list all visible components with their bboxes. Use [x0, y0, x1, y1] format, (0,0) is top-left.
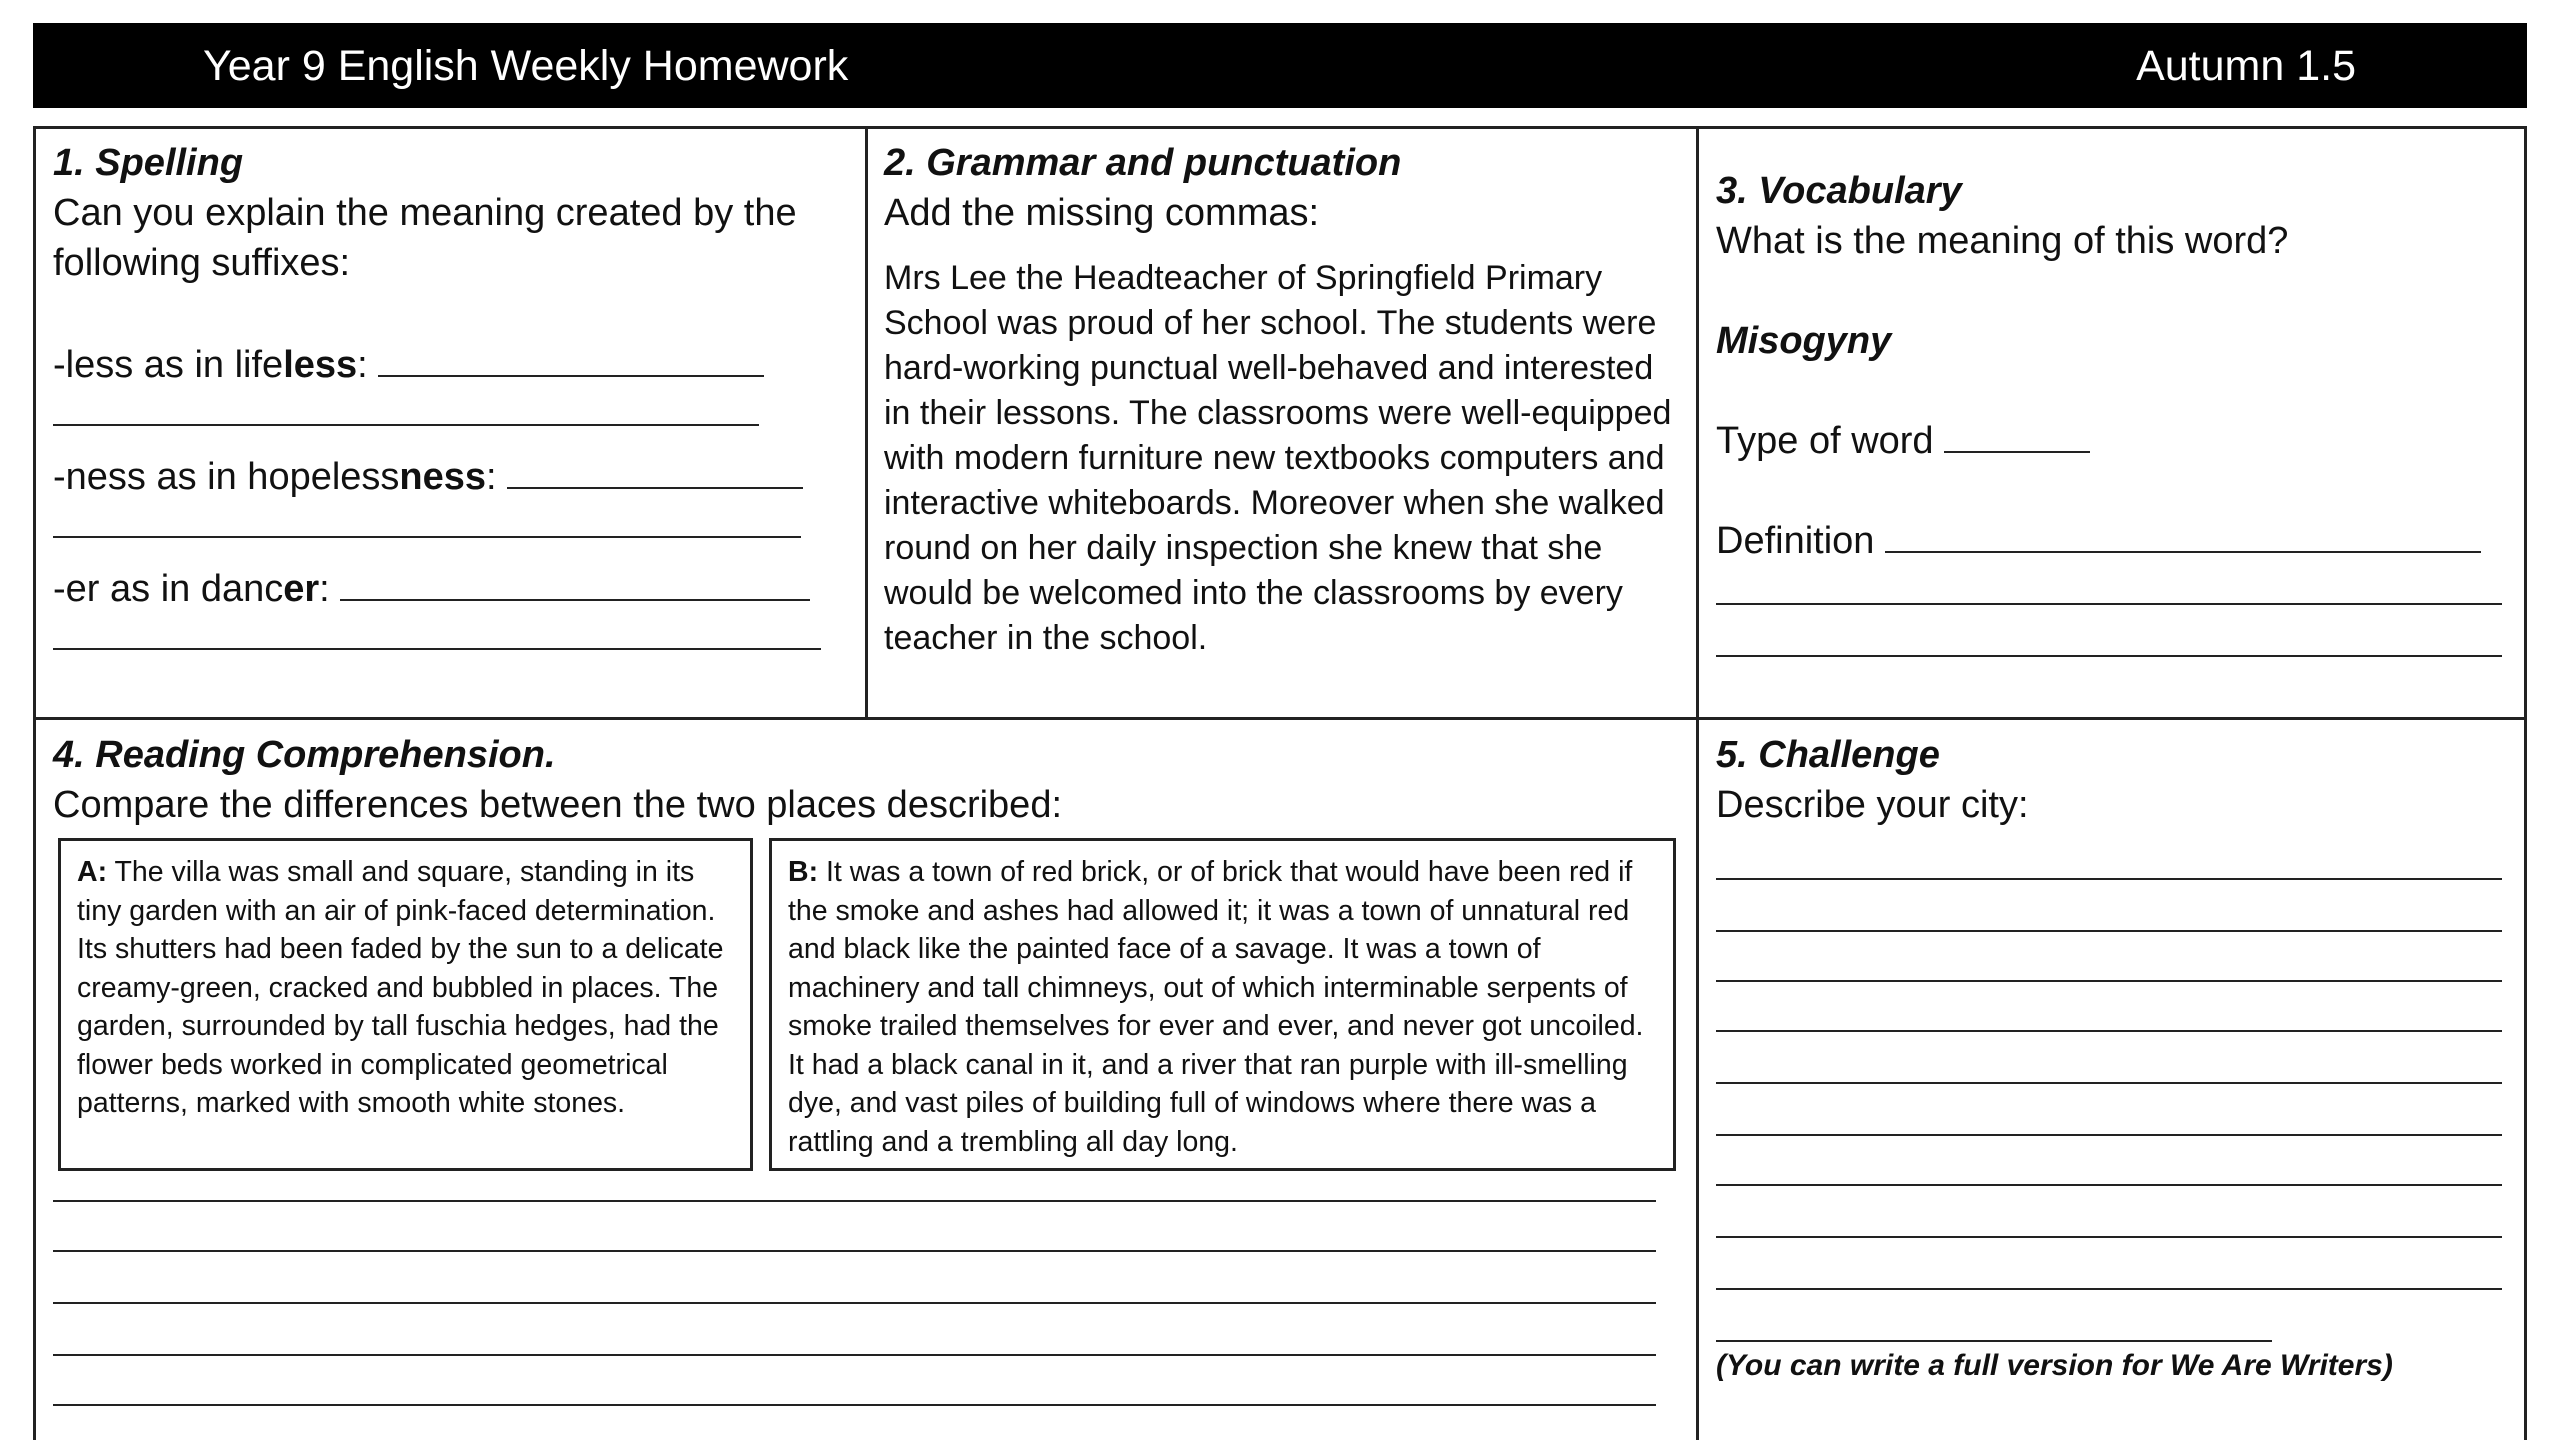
extract-a-text: The villa was small and square, standing in its tiny garden with an air of pink-faced determination. Its shutters had been faded by the sun to a delicate creamy-green, cracked and bubbled in places. The garden, surrounded by tall fuschia hedges, had the flower beds worked in complicated geometrical patterns, marked with smooth white stones. — [77, 856, 724, 1119]
suffix-item — [53, 452, 853, 502]
suffix-colon: : — [357, 344, 368, 386]
answer-line[interactable] — [53, 648, 821, 650]
answer-line[interactable] — [53, 1250, 1656, 1252]
spelling-heading: 1. Spelling — [53, 142, 244, 184]
answer-line[interactable] — [1716, 1030, 2502, 1032]
suffix-text: -ness as in hopeless — [53, 456, 400, 498]
extract-a-label: A: — [77, 856, 108, 888]
spelling-panel — [53, 138, 853, 650]
extract-b-label: B: — [788, 856, 819, 888]
divider — [1696, 126, 1699, 1440]
answer-line[interactable] — [1716, 980, 2502, 982]
page-title: Year 9 English Weekly Homework — [203, 42, 849, 90]
word-type-blank[interactable] — [1944, 417, 2090, 453]
definition-row — [1716, 516, 2516, 566]
answer-line[interactable] — [1716, 1236, 2502, 1238]
suffix-item — [53, 340, 853, 390]
vocabulary-heading: 3. Vocabulary — [1716, 170, 1962, 212]
suffix-text: -er as in danc — [53, 568, 284, 610]
extract-b-box — [769, 838, 1676, 1171]
definition-label: Definition — [1716, 520, 1875, 562]
definition-blank[interactable] — [1885, 517, 2481, 553]
answer-line[interactable] — [1716, 1340, 2272, 1342]
answer-blank[interactable] — [340, 565, 810, 601]
answer-blank[interactable] — [507, 453, 803, 489]
answer-line[interactable] — [1716, 1082, 2502, 1084]
reading-panel — [53, 730, 1673, 830]
grammar-panel — [884, 138, 1684, 661]
extract-a-box — [58, 838, 753, 1171]
divider — [33, 717, 2527, 720]
vocabulary-question: What is the meaning of this word? — [1716, 220, 2289, 262]
suffix-colon: : — [319, 568, 330, 610]
grammar-passage: Mrs Lee the Headteacher of Springfield Primary School was proud of her school. The students were hard-working punctual well-behaved and interested in their lessons. The classrooms were well-equipped with modern furniture new textbooks computers and interactive whiteboards. Moreover when she walked round on her daily inspection she knew that she would be welcomed into the classrooms by every teacher in the school. — [884, 259, 1672, 657]
grammar-heading: 2. Grammar and punctuation — [884, 142, 1402, 184]
answer-line[interactable] — [1716, 1134, 2502, 1136]
challenge-heading: 5. Challenge — [1716, 734, 1940, 776]
suffix-colon: : — [486, 456, 497, 498]
grammar-instruction: Add the missing commas: — [884, 192, 1320, 234]
suffix-bold: er — [283, 568, 320, 610]
challenge-note: (You can write a full version for We Are Writers) — [1716, 1349, 2393, 1382]
answer-line[interactable] — [53, 1354, 1656, 1356]
suffix-bold: ness — [399, 456, 487, 498]
answer-line[interactable] — [1716, 603, 2502, 605]
header-bar — [33, 23, 2527, 108]
vocabulary-panel — [1716, 166, 2516, 657]
extract-b-text: It was a town of red brick, or of brick that would have been red if the smoke and ashes had allowed it; it was a town of unnatural red and black like the painted face of a savage. It was a town of machinery and tall chimneys, out of which interminable serpents of smoke trailed themselves for ever and ever, and never got uncoiled. It had a black canal in it, and a river that ran purple with ill-smelling dye, and vast piles of building full of windows where there was a rattling and a trembling all day long. — [788, 856, 1644, 1158]
answer-line[interactable] — [1716, 655, 2502, 657]
answer-line[interactable] — [1716, 930, 2502, 932]
vocabulary-word: Misogyny — [1716, 320, 1892, 362]
challenge-instruction: Describe your city: — [1716, 784, 2029, 826]
divider — [865, 126, 868, 720]
answer-line[interactable] — [1716, 1184, 2502, 1186]
answer-line[interactable] — [1716, 1288, 2502, 1290]
spelling-instruction: Can you explain the meaning created by the following suffixes: — [53, 192, 797, 284]
word-type-label: Type of word — [1716, 420, 1934, 462]
suffix-bold: less — [283, 344, 358, 386]
answer-line[interactable] — [53, 536, 801, 538]
answer-blank[interactable] — [378, 341, 764, 377]
answer-line[interactable] — [53, 1302, 1656, 1304]
reading-instruction: Compare the differences between the two places described: — [53, 784, 1063, 826]
suffix-item — [53, 564, 853, 614]
answer-line[interactable] — [1716, 878, 2502, 880]
answer-line[interactable] — [53, 1200, 1656, 1202]
reading-heading: 4. Reading Comprehension. — [53, 734, 556, 776]
answer-line[interactable] — [53, 1404, 1656, 1406]
answer-line[interactable] — [53, 424, 759, 426]
term-label: Autumn 1.5 — [2136, 42, 2356, 90]
suffix-text: -less as in life — [53, 344, 284, 386]
word-type-row — [1716, 416, 2516, 466]
challenge-panel — [1716, 730, 2516, 830]
